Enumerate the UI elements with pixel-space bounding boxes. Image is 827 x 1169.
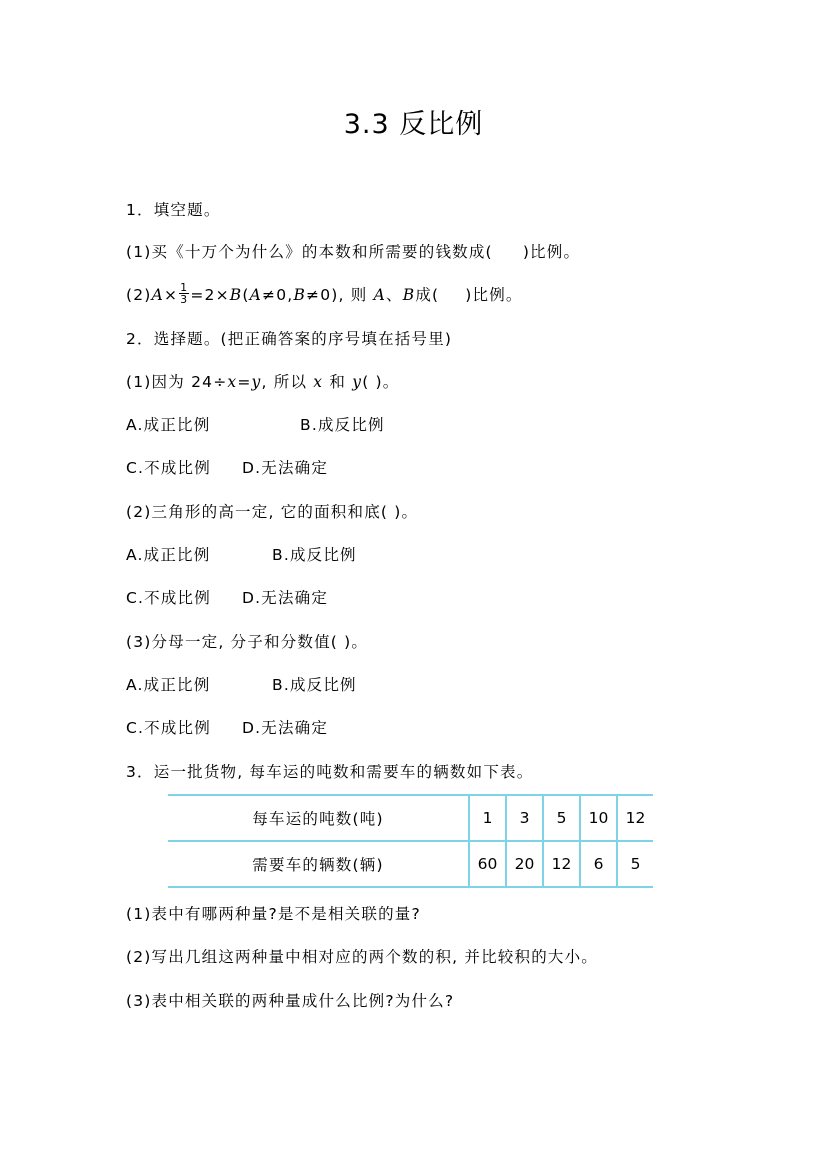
times-sign: × — [163, 286, 179, 304]
option-d: D.无法确定 — [242, 719, 329, 737]
q2-s1-pre: (1)因为 24÷ — [126, 373, 228, 391]
table-cell: 60 — [469, 841, 506, 887]
table-row — [168, 841, 653, 887]
table-cell: 20 — [506, 841, 543, 887]
q2-s1-options-cd — [126, 457, 329, 479]
table-cell: 5 — [543, 795, 580, 841]
q2-heading: 2．选择题。(把正确答案的序号填在括号里) — [126, 330, 453, 348]
q1-item1-prefix: (1)买《十万个为什么》的本数和所需要的钱数成( — [126, 243, 493, 261]
q1-item2-suffix: )比例。 — [465, 286, 523, 304]
q2-s3-options-cd — [126, 717, 329, 739]
q2-s2-options-ab — [126, 544, 357, 566]
option-d: D.无法确定 — [242, 459, 329, 477]
option-a: A.成正比例 — [126, 546, 211, 564]
var-x: x — [227, 373, 238, 391]
q3-item1: (1)表中有哪两种量?是不是相关联的量? — [126, 905, 421, 923]
table-cell: 5 — [617, 841, 653, 887]
var-y: y — [251, 373, 262, 391]
table-row — [168, 795, 653, 841]
so-text: , 所以 — [261, 373, 314, 391]
table-cell: 12 — [543, 841, 580, 887]
q1-item1 — [126, 241, 580, 263]
option-b: B.成反比例 — [272, 546, 357, 564]
var-a-condition: A — [249, 286, 263, 304]
q2-s3-options-ab — [126, 674, 357, 696]
var-a: A — [151, 286, 164, 304]
condition-a: ≠0, — [262, 286, 294, 304]
and-text: 和 — [323, 373, 353, 391]
table-cell: 10 — [580, 795, 617, 841]
condition-b: ≠0) — [306, 286, 339, 304]
option-b: B.成反比例 — [272, 676, 357, 694]
var-a-result: A — [373, 286, 387, 304]
option-b: B.成反比例 — [300, 416, 385, 434]
option-a: A.成正比例 — [126, 416, 211, 434]
fraction-numerator: 1 — [180, 281, 189, 294]
table-cell: 3 — [506, 795, 543, 841]
q1-item2-label: (2) — [126, 286, 152, 304]
q2-s2-options-cd — [126, 587, 329, 609]
fraction-denominator: 3 — [180, 293, 189, 306]
paren-open: ( — [242, 286, 250, 304]
page-title: 3.3 反比例 — [343, 109, 484, 140]
table-cell: 1 — [469, 795, 506, 841]
option-a: A.成正比例 — [126, 676, 211, 694]
data-table — [168, 794, 653, 888]
table-cell: 6 — [580, 841, 617, 887]
var-x-2: x — [313, 373, 324, 391]
var-y-2: y — [352, 373, 363, 391]
q1-item1-suffix: )比例。 — [522, 243, 581, 261]
separator: 、 — [386, 286, 403, 304]
q3-item3: (3)表中相关联的两种量成什么比例?为什么? — [126, 992, 455, 1010]
option-c: C.不成比例 — [126, 589, 211, 607]
q2-s3-stem: (3)分母一定, 分子和分数值( )。 — [126, 633, 369, 651]
option-d: D.无法确定 — [242, 589, 329, 607]
option-c: C.不成比例 — [126, 459, 211, 477]
q2-s1-stem — [126, 371, 400, 393]
q2-s2-stem: (2)三角形的高一定, 它的面积和底( )。 — [126, 503, 419, 521]
equals-sign: = — [237, 373, 252, 391]
option-c: C.不成比例 — [126, 719, 211, 737]
q2-s1-options-ab — [126, 414, 385, 436]
table-row-label: 需要车的辆数(辆) — [168, 841, 469, 887]
table-cell: 12 — [617, 795, 653, 841]
q2-s1-suffix: ( )。 — [362, 373, 400, 391]
equation-rhs: =2× — [190, 286, 230, 304]
q1-item2 — [126, 281, 523, 307]
then-text: , 则 — [338, 286, 374, 304]
q3-heading: 3．运一批货物, 每车运的吨数和需要车的辆数如下表。 — [126, 763, 534, 781]
q1-item2-tail: 成( — [415, 286, 440, 304]
fraction-one-third — [179, 282, 189, 305]
var-b-condition: B — [293, 286, 307, 304]
var-b: B — [229, 286, 243, 304]
q1-heading: 1．填空题。 — [126, 201, 221, 219]
var-b-result: B — [402, 286, 416, 304]
table-row-label: 每车运的吨数(吨) — [168, 795, 469, 841]
q3-item2: (2)写出几组这两种量中相对应的两个数的积, 并比较积的大小。 — [126, 948, 599, 966]
